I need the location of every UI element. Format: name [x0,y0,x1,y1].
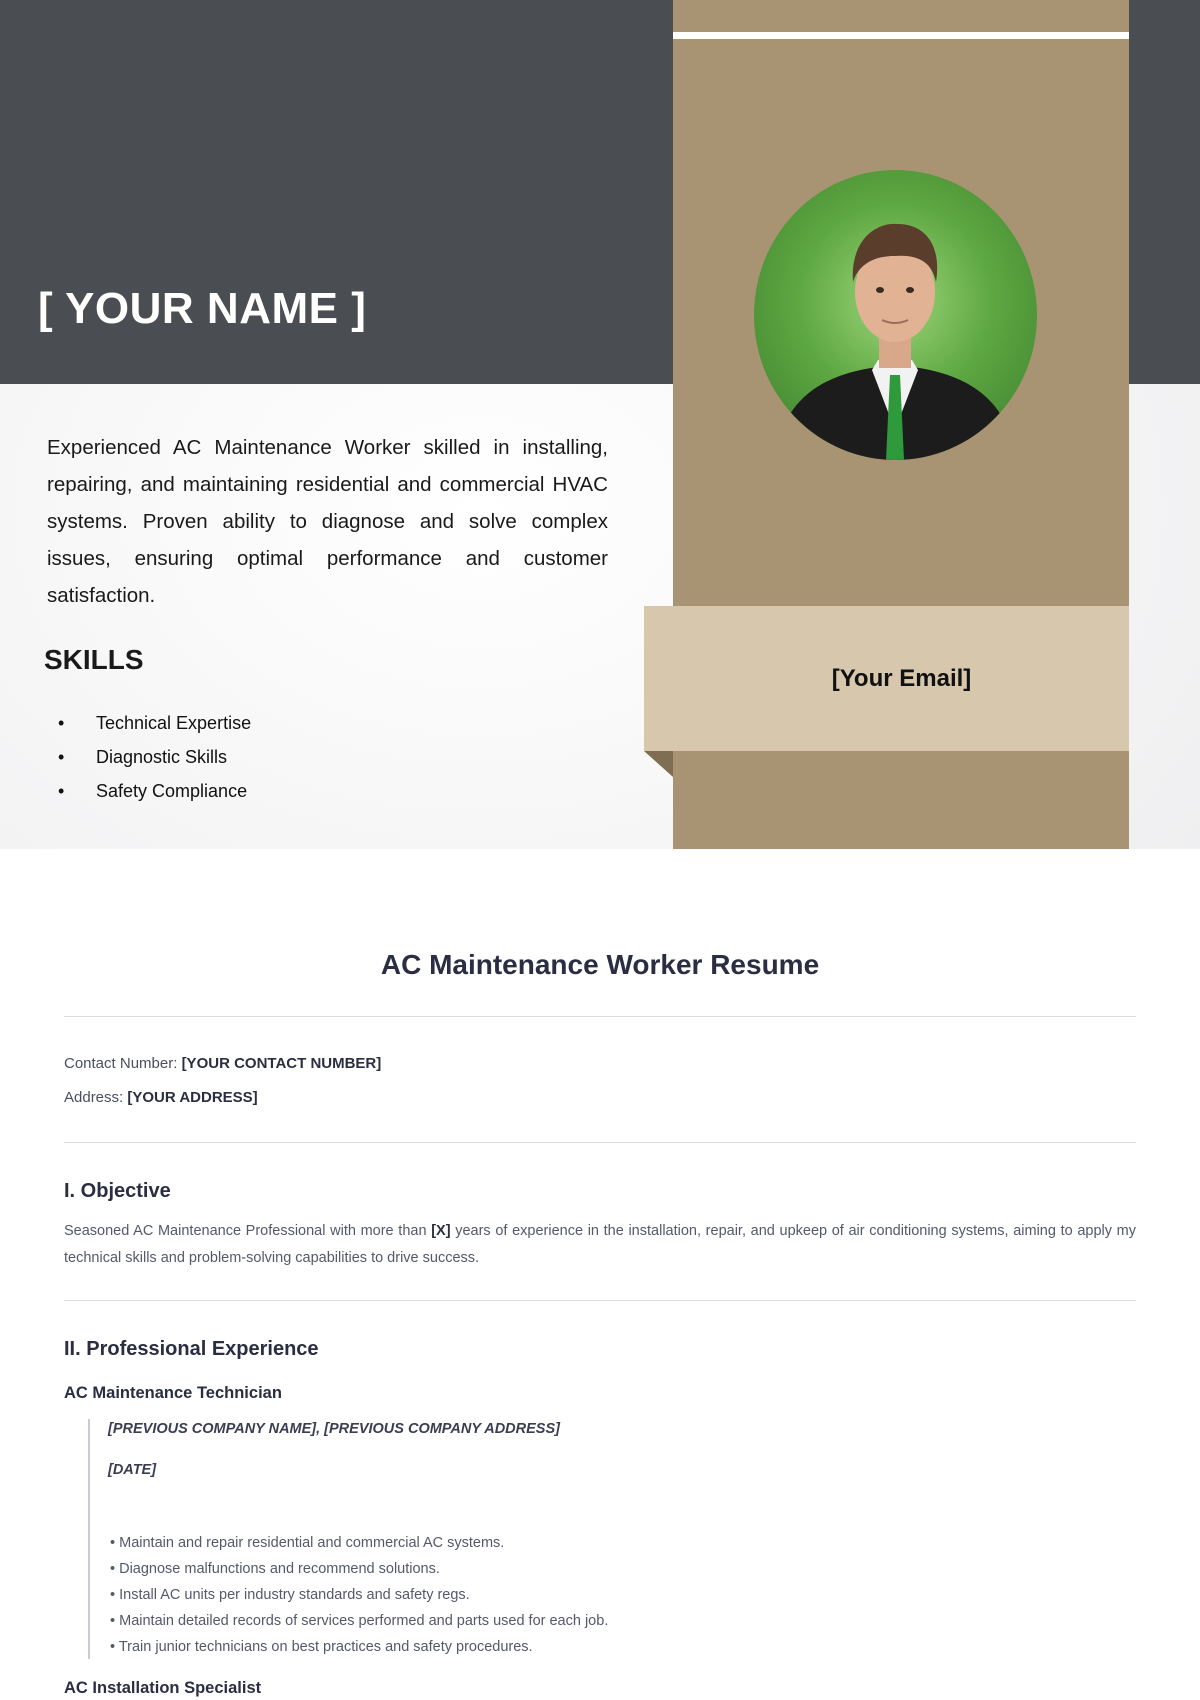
profile-photo [754,170,1037,460]
candidate-name: [ YOUR NAME ] [38,284,367,333]
duty-item: • Diagnose malfunctions and recommend solutions. [110,1556,608,1582]
contact-label: Contact Number: [64,1055,178,1072]
job-title: AC Maintenance Technician [64,1384,282,1402]
contact-value: [YOUR CONTACT NUMBER] [181,1055,382,1072]
duty-item: • Train junior technicians on best practices and safety procedures. [110,1634,608,1660]
email-text: [Your Email] [831,664,972,692]
job-company: [PREVIOUS COMPANY NAME], [PREVIOUS COMPANY ADDRESS] [108,1421,560,1437]
job-title: AC Installation Specialist [64,1679,262,1697]
job-date: [DATE] [108,1462,157,1478]
duties-list [110,1530,608,1660]
address [64,1089,258,1106]
resume-hero [0,0,1200,849]
skills-heading: SKILLS [44,644,144,675]
email-banner [644,606,1129,751]
skill-item: • Technical Expertise [58,706,251,740]
banner-fold [644,751,673,777]
divider [64,1142,1136,1143]
divider [64,1016,1136,1017]
contact-number [64,1055,381,1072]
person-portrait-icon [754,170,1037,460]
objective-heading: I. Objective [64,1180,171,1202]
profile-summary: Experienced AC Maintenance Worker skilled in installing, repairing, and maintaining residential and commercial HVAC systems. Proven ability to diagnose and solve complex issues, ensuring optimal performance and customer satisfaction. [47,436,608,607]
duty-item: • Maintain detailed records of services performed and parts used for each job. [110,1608,608,1634]
job-details [88,1419,988,1659]
objective-text [64,1218,1136,1272]
skill-item: • Safety Compliance [58,774,251,808]
document-title: AC Maintenance Worker Resume [380,949,820,980]
objective-pre: Seasoned AC Maintenance Professional with more than [64,1223,427,1239]
objective-post: years of experience in the installation, repair, and upkeep of air conditioning systems, aiming to apply my technical skills and problem-solving capabilities to drive success. [64,1223,1137,1266]
experience-heading: II. Professional Experience [64,1338,319,1360]
objective-years: [X] [431,1223,451,1239]
divider [64,1300,1136,1301]
address-value: [YOUR ADDRESS] [127,1089,258,1106]
accent-line [673,32,1129,39]
skills-list [58,706,251,808]
skill-item: • Diagnostic Skills [58,740,251,774]
duty-item: • Maintain and repair residential and commercial AC systems. [110,1530,608,1556]
address-label: Address: [64,1089,124,1106]
duty-item: • Install AC units per industry standards and safety regs. [110,1582,608,1608]
